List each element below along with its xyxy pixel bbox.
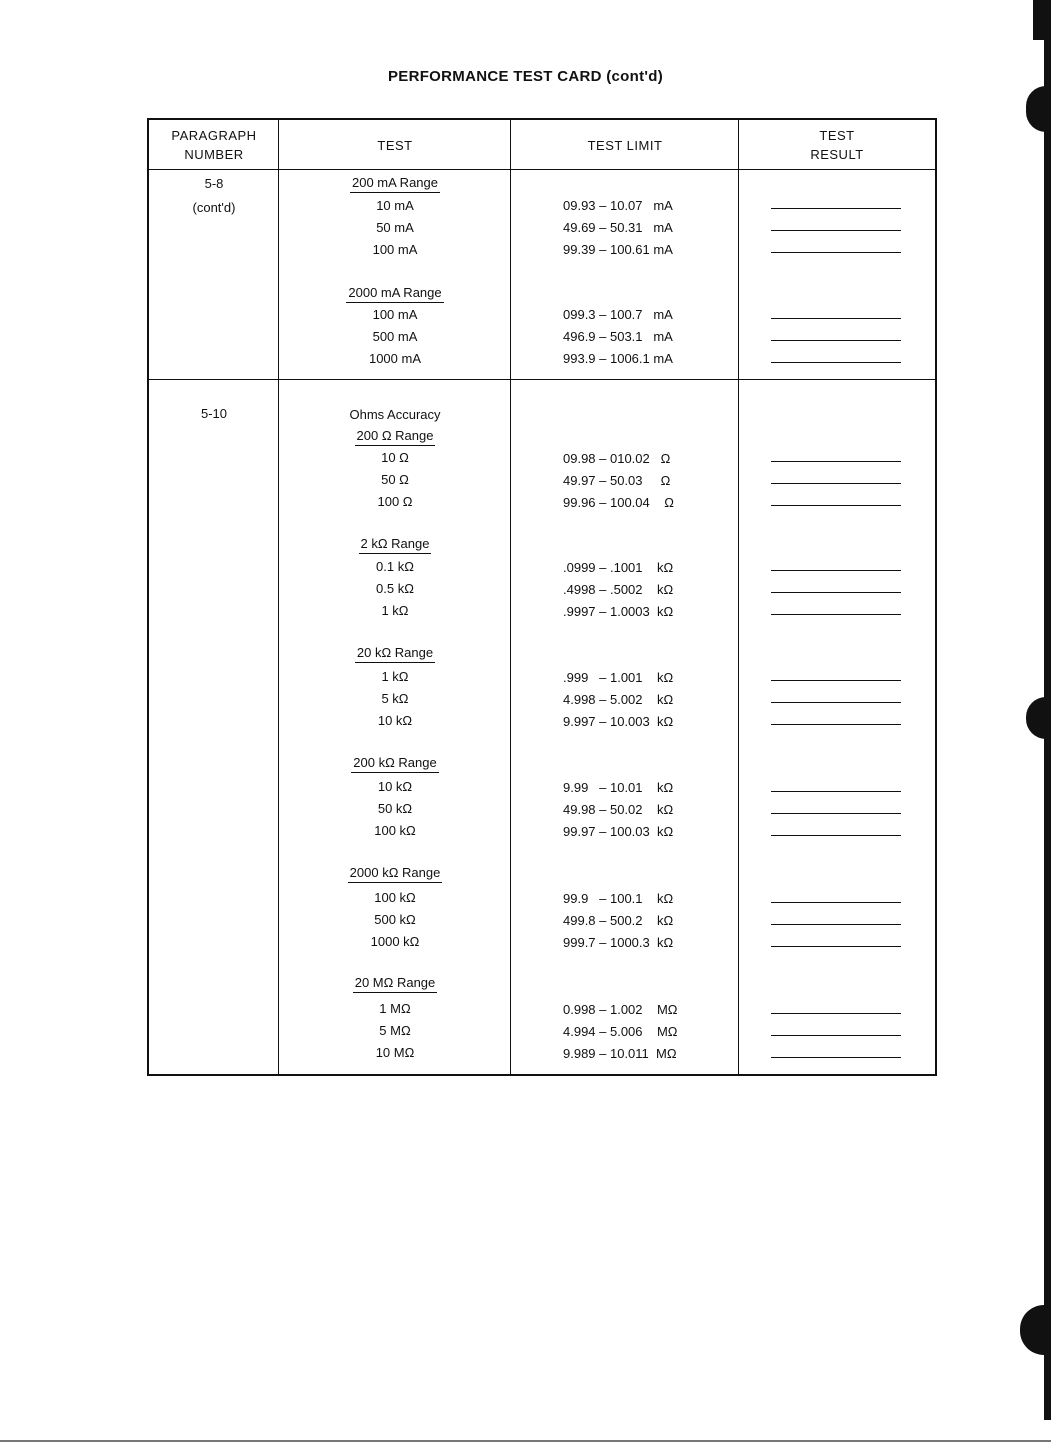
test-limit: 499.8 – 500.2 kΩ	[563, 913, 674, 928]
test-value: 50 mA	[376, 220, 414, 235]
test-value: 100 kΩ	[374, 890, 416, 905]
result-blank[interactable]	[771, 340, 901, 341]
result-blank[interactable]	[771, 1057, 901, 1058]
test-value: 100 mA	[372, 307, 418, 322]
test-value: 1 MΩ	[379, 1001, 411, 1016]
result-blank[interactable]	[771, 505, 901, 506]
test-value: 100 mA	[372, 242, 418, 257]
test-limit: 09.98 – 010.02 Ω	[563, 451, 671, 466]
range-heading: 2000 mA Range	[279, 282, 511, 304]
test-limit: 099.3 – 100.7 mA	[563, 307, 673, 322]
test-limit: .999 – 1.001 kΩ	[563, 670, 674, 685]
test-limit: 9.989 – 10.011 MΩ	[563, 1046, 677, 1061]
test-limit: 99.9 – 100.1 kΩ	[563, 891, 674, 906]
range-heading: 20 kΩ Range	[279, 642, 511, 664]
paragraph-number: 5-10	[200, 406, 228, 421]
result-blank[interactable]	[771, 946, 901, 947]
test-value: 500 kΩ	[374, 912, 416, 927]
binder-hole-mark	[1020, 1305, 1051, 1355]
test-limit: 49.98 – 50.02 kΩ	[563, 802, 674, 817]
range-heading: 200 Ω Range	[279, 425, 511, 447]
test-value: 10 mA	[376, 198, 414, 213]
result-blank[interactable]	[771, 835, 901, 836]
range-heading: 20 MΩ Range	[279, 972, 511, 994]
test-value: 5 kΩ	[381, 691, 409, 706]
header-test: TEST	[377, 137, 413, 153]
result-blank[interactable]	[771, 208, 901, 209]
test-value: 10 Ω	[381, 450, 409, 465]
test-limit: .4998 – .5002 kΩ	[563, 582, 674, 597]
result-blank[interactable]	[771, 318, 901, 319]
result-blank[interactable]	[771, 570, 901, 571]
result-blank[interactable]	[771, 791, 901, 792]
result-blank[interactable]	[771, 362, 901, 363]
test-limit: 999.7 – 1000.3 kΩ	[563, 935, 674, 950]
test-limit: 4.998 – 5.002 kΩ	[563, 692, 674, 707]
performance-test-table	[147, 118, 937, 1076]
test-limit: 496.9 – 503.1 mA	[563, 329, 673, 344]
test-value: 100 Ω	[377, 494, 413, 509]
test-limit: 49.97 – 50.03 Ω	[563, 473, 671, 488]
range-heading: 2000 kΩ Range	[279, 862, 511, 884]
test-limit: 993.9 – 1006.1 mA	[563, 351, 673, 366]
test-value: 10 kΩ	[377, 779, 413, 794]
test-limit: 49.69 – 50.31 mA	[563, 220, 673, 235]
result-blank[interactable]	[771, 592, 901, 593]
test-value: 1000 mA	[368, 351, 422, 366]
test-limit: 4.994 – 5.006 MΩ	[563, 1024, 678, 1039]
result-blank[interactable]	[771, 252, 901, 253]
test-limit: .9997 – 1.0003 kΩ	[563, 604, 674, 619]
test-value: 10 MΩ	[375, 1045, 415, 1060]
result-blank[interactable]	[771, 813, 901, 814]
test-value: 10 kΩ	[377, 713, 413, 728]
test-limit: 99.96 – 100.04 Ω	[563, 495, 674, 510]
test-limit: 09.93 – 10.07 mA	[563, 198, 673, 213]
result-blank[interactable]	[771, 1013, 901, 1014]
result-blank[interactable]	[771, 702, 901, 703]
result-blank[interactable]	[771, 924, 901, 925]
test-value: 50 Ω	[381, 472, 409, 487]
test-value: 1 kΩ	[381, 669, 409, 684]
scan-edge-mark	[1033, 0, 1051, 40]
result-blank[interactable]	[771, 724, 901, 725]
test-value: 1 kΩ	[381, 603, 409, 618]
range-heading: 2 kΩ Range	[279, 533, 511, 555]
test-value: 100 kΩ	[374, 823, 416, 838]
binder-hole-mark	[1026, 86, 1051, 132]
test-value: 50 kΩ	[377, 801, 413, 816]
result-blank[interactable]	[771, 230, 901, 231]
column-divider	[738, 120, 739, 1074]
result-blank[interactable]	[771, 614, 901, 615]
section-divider	[149, 379, 935, 380]
test-limit: .0999 – .1001 kΩ	[563, 560, 674, 575]
range-heading: 200 mA Range	[279, 172, 511, 194]
header-paragraph-number: PARAGRAPH NUMBER	[171, 128, 257, 162]
test-value: 1000 kΩ	[370, 934, 420, 949]
test-limit: 9.99 – 10.01 kΩ	[563, 780, 674, 795]
result-blank[interactable]	[771, 1035, 901, 1036]
result-blank[interactable]	[771, 902, 901, 903]
section-heading: Ohms Accuracy	[349, 407, 441, 422]
test-limit: 9.997 – 10.003 kΩ	[563, 714, 674, 729]
test-limit: 99.39 – 100.61 mA	[563, 242, 673, 257]
test-value: 500 mA	[372, 329, 418, 344]
paragraph-note: (cont'd)	[192, 200, 236, 215]
test-limit: 0.998 – 1.002 MΩ	[563, 1002, 678, 1017]
binder-hole-mark	[1026, 697, 1051, 739]
test-value: 0.1 kΩ	[376, 559, 414, 574]
result-blank[interactable]	[771, 680, 901, 681]
test-value: 5 MΩ	[379, 1023, 411, 1038]
page-title: PERFORMANCE TEST CARD (cont'd)	[387, 68, 664, 85]
result-blank[interactable]	[771, 461, 901, 462]
header-test-limit: TEST LIMIT	[587, 137, 663, 153]
range-heading: 200 kΩ Range	[279, 752, 511, 774]
result-blank[interactable]	[771, 483, 901, 484]
test-limit: 99.97 – 100.03 kΩ	[563, 824, 674, 839]
paragraph-number: 5-8	[204, 176, 224, 191]
header-test-result: TEST RESULT	[810, 128, 864, 162]
test-value: 0.5 kΩ	[376, 581, 414, 596]
